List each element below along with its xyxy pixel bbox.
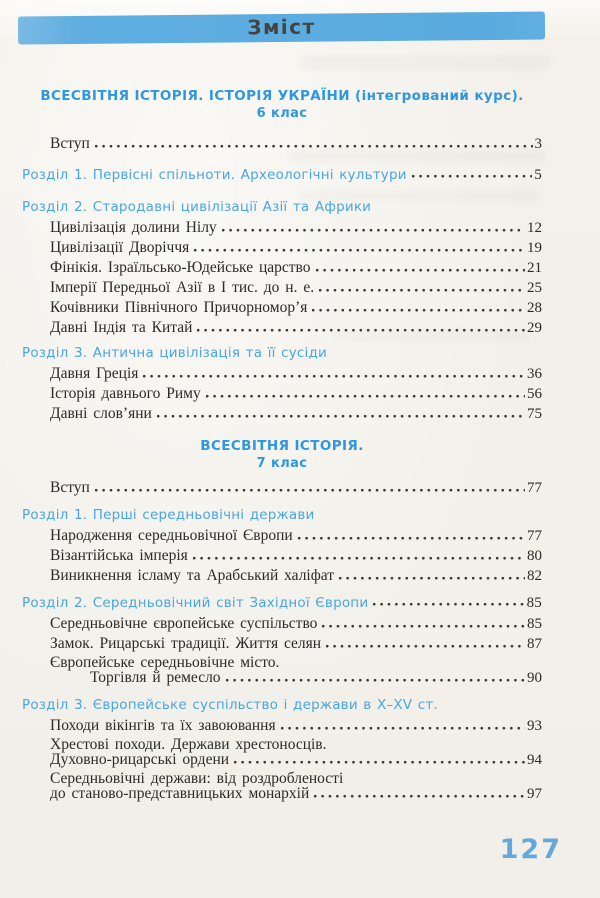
toc-entry <box>50 220 542 236</box>
toc-entry <box>50 300 542 316</box>
toc-entry-page: 25 <box>527 280 542 296</box>
toc-chapter-title: Розділ 3. Антична цивілізація та її сусіди <box>22 345 327 361</box>
toc-entry <box>50 136 542 152</box>
dot-leader <box>196 327 525 334</box>
section-heading-line2: 6 клас <box>256 106 308 121</box>
toc-entry <box>50 528 542 544</box>
toc-entry-continuation <box>90 670 542 686</box>
toc-entry-title: Цивілізація долини Нілу <box>50 219 217 236</box>
toc-entry-page: 19 <box>527 240 542 256</box>
toc-entry <box>50 786 542 802</box>
dot-leader <box>325 643 525 650</box>
dot-leader <box>94 487 525 494</box>
toc-chapter-title: Розділ 3. Європейське суспільство і держави в Х–ХV ст. <box>22 697 438 713</box>
dot-leader <box>193 247 525 254</box>
toc-entry-page: 94 <box>527 752 542 768</box>
dot-leader <box>372 601 524 608</box>
toc-entry-page: 21 <box>527 260 542 276</box>
toc-entry-title: Вступ <box>50 135 90 152</box>
toc-entry-title: Фінікія. Ізраїльсько-Юдейське царство <box>50 259 311 276</box>
toc-entry-title: до станово-представницьких монархій <box>50 785 310 802</box>
dot-leader <box>311 307 525 314</box>
toc-entry-title: Торгівля й ремесло <box>90 669 221 686</box>
toc-chapter-page: 5 <box>534 167 542 183</box>
dot-leader <box>338 575 525 582</box>
toc-entry <box>50 718 542 734</box>
toc-entry-title: Історія давнього Риму <box>50 385 201 402</box>
section-heading-6-klas <box>22 88 542 122</box>
toc-entry-page: 77 <box>527 528 542 544</box>
toc-chapter <box>22 168 542 182</box>
toc-entry <box>50 568 542 584</box>
toc-entry-page: 56 <box>527 386 542 402</box>
toc-entry-page: 93 <box>527 718 542 734</box>
toc-entry-title: Духовно-рицарські ордени <box>50 751 230 768</box>
dot-leader <box>321 623 525 630</box>
toc-chapter-title: Розділ 2. Стародавні цивілізації Азії та Африки <box>22 199 372 215</box>
toc-entry <box>50 320 542 336</box>
dot-leader <box>313 793 525 800</box>
section-heading-line2: 7 клас <box>256 456 308 471</box>
dot-leader <box>94 143 533 150</box>
toc-entry <box>50 636 542 652</box>
toc-entry <box>50 260 542 276</box>
toc-entry-page: 85 <box>527 616 542 632</box>
toc-entry-page: 29 <box>527 320 542 336</box>
toc-entry-title: Візантійська імперія <box>50 547 188 564</box>
toc-entry-wrap-line <box>50 772 542 785</box>
toc-entry-page: 90 <box>527 670 542 686</box>
toc-entry-wrap-line <box>50 738 542 751</box>
dot-leader <box>156 413 525 420</box>
toc-chapter <box>22 698 542 712</box>
toc-entry <box>50 548 542 564</box>
toc-entry-title: Імперії Передньої Азії в І тис. до н. е. <box>50 279 315 296</box>
toc-entry-title: Виникнення ісламу та Арабський халіфат <box>50 567 335 584</box>
toc-entry <box>50 406 542 422</box>
toc-entry-page: 97 <box>527 786 542 802</box>
toc-entry-title: Європейське середньовічне місто. <box>50 654 280 671</box>
toc-entry-title: Давні Індія та Китай <box>50 319 193 336</box>
toc-entry <box>50 280 542 296</box>
toc-entry-wrap-line <box>50 656 542 669</box>
toc-entry-title: Вступ <box>50 479 90 496</box>
toc-entry-page: 12 <box>527 220 542 236</box>
dot-leader <box>142 373 525 380</box>
dot-leader <box>233 759 525 766</box>
toc-entry-title: Цивілізації Дворіччя <box>50 239 190 256</box>
toc-entry-page: 75 <box>527 406 542 422</box>
toc-entry-title: Середньовічне європейське суспільство <box>50 615 318 632</box>
folio-page-number: 127 <box>499 834 562 865</box>
toc-entry-title: Середньовічні держави: від роздробленості <box>50 770 344 787</box>
toc-entry-page: 87 <box>527 636 542 652</box>
toc-entry-page: 82 <box>527 568 542 584</box>
toc-entry <box>50 240 542 256</box>
dot-leader <box>192 555 525 562</box>
title-band <box>18 11 545 44</box>
toc-entry-title: Хрестові походи. Держави хрестоносців. <box>50 736 327 753</box>
dot-leader <box>205 393 525 400</box>
dot-leader <box>280 725 525 732</box>
toc-entry-title: Кочівники Північного Причорномор’я <box>50 299 308 316</box>
toc-entry-page: 28 <box>527 300 542 316</box>
toc-entry-title: Давні слов’яни <box>50 405 152 422</box>
page-title: Зміст <box>247 14 316 40</box>
toc-entry-page: 3 <box>534 136 542 152</box>
section-heading-line1: ВСЕСВІТНЯ ІСТОРІЯ. <box>200 438 364 454</box>
toc-chapter <box>22 346 542 360</box>
toc-content <box>22 88 542 802</box>
dot-leader <box>318 287 525 294</box>
toc-chapter-title: Розділ 1. Первісні спільноти. Археологічні культури <box>22 167 407 183</box>
toc-entry-page: 80 <box>527 548 542 564</box>
toc-entry <box>50 366 542 382</box>
toc-chapter <box>22 200 542 214</box>
toc-entry-page: 36 <box>527 366 542 382</box>
toc-entry-title: Походи вікінгів та їх завоювання <box>50 717 276 734</box>
toc-entry <box>50 480 542 496</box>
toc-entry-page: 77 <box>527 480 542 496</box>
dot-leader <box>297 535 525 542</box>
dot-leader <box>221 227 525 234</box>
toc-entry <box>50 386 542 402</box>
toc-entry-title: Народження середньовічної Європи <box>50 527 293 544</box>
toc-entry-title: Замок. Рицарські традиції. Життя селян <box>50 635 322 652</box>
section-heading-line1: ВСЕСВІТНЯ ІСТОРІЯ. ІСТОРІЯ УКРАЇНИ (інтегрований курс). <box>40 88 524 104</box>
toc-chapter <box>22 596 542 610</box>
section-heading-7-klas <box>22 438 542 472</box>
dot-leader <box>225 677 525 684</box>
toc-chapter-page: 85 <box>526 595 542 611</box>
toc-entry <box>50 616 542 632</box>
toc-entry-title: Давня Греція <box>50 365 139 382</box>
bleed-through-artifact <box>300 56 550 70</box>
toc-entry <box>50 752 542 768</box>
dot-leader <box>411 173 533 180</box>
dot-leader <box>315 267 526 274</box>
toc-chapter-title: Розділ 2. Середньовічний світ Західної Європи <box>22 595 369 611</box>
toc-chapter-title: Розділ 1. Перші середньовічні держави <box>22 507 315 523</box>
toc-chapter <box>22 508 542 522</box>
